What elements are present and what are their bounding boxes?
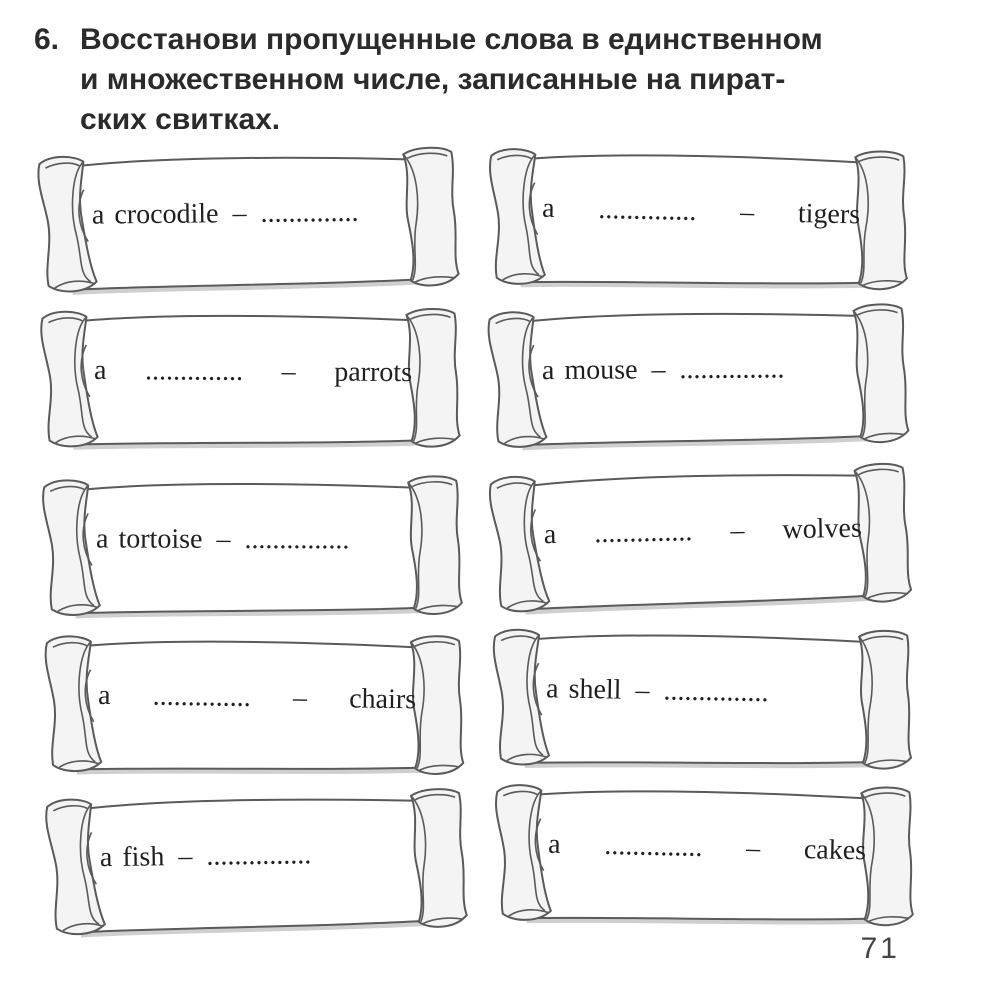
scroll-word-singular: mouse [564,354,638,386]
scroll-word-singular: tortoise [118,523,203,555]
scroll-article: a [91,199,105,231]
scroll-dash: – [651,354,666,386]
scroll-blank-singular[interactable]: .............. [152,680,252,713]
scroll-dash: – [745,832,761,865]
scroll-word-singular: crocodile [114,198,219,231]
scroll-dash: – [730,515,745,547]
task-heading [34,20,934,140]
scroll-word-plural: tigers [797,198,861,231]
scroll-blank-plural[interactable]: ............... [244,523,350,556]
scroll-word-plural: wolves [782,512,863,546]
scroll-text [543,503,862,562]
scroll-article: a [93,354,107,386]
scroll-card-8 [485,622,920,778]
task-line-2: и множественном числе, записанные на пират- [80,63,786,96]
scroll-card-1 [31,146,465,299]
scroll-card-2 [480,141,915,298]
scroll-word-singular: shell [568,673,622,706]
scroll-card-3 [33,304,466,455]
scroll-article: a [541,355,555,387]
page-number: 71 [860,932,900,965]
scroll-dash: – [232,198,247,230]
scroll-text [542,343,860,397]
scroll-blank-plural[interactable]: ............... [206,839,312,872]
task-line-3: ских свитках. [80,103,281,136]
scroll-card-10 [486,777,921,934]
scroll-dash: – [292,682,308,714]
scroll-word-plural: parrots [334,356,413,389]
scroll-card-7 [37,629,471,783]
scroll-card-4 [481,302,914,453]
scroll-card-9 [39,787,473,941]
scroll-article: a [547,828,561,860]
scroll-text [94,345,412,399]
scroll-blank-plural[interactable]: ............... [663,675,769,709]
task-number: 6. [34,23,60,56]
scroll-dash: – [739,196,755,229]
scroll-blank-singular[interactable]: .............. [594,516,693,550]
scroll-article: a [541,192,555,224]
scroll-blank-singular[interactable]: .............. [604,829,703,863]
scroll-word-singular: fish [122,841,165,873]
scroll-dash: – [178,840,193,873]
scroll-blank-singular[interactable]: .............. [144,355,244,387]
scroll-article: a [99,842,113,874]
scroll-article: a [97,679,111,711]
scroll-article: a [95,523,109,555]
scroll-blank-plural[interactable]: .............. [260,196,359,229]
scroll-article: a [545,673,559,705]
scroll-text [542,183,861,242]
scroll-text [100,828,419,884]
scroll-text [546,663,865,721]
scroll-dash: – [635,674,650,707]
task-line-1 [34,20,934,60]
scroll-card-5 [36,473,469,623]
scroll-text [98,670,417,726]
scroll-dash: – [216,523,231,555]
scroll-blank-singular[interactable]: .............. [598,193,697,227]
scroll-card-6 [482,461,917,618]
scroll-word-plural: cakes [803,834,867,867]
scroll-text [92,186,411,241]
scroll-article: a [543,519,557,551]
scroll-blank-plural[interactable]: ............... [679,353,785,386]
task-text-1: Восстанови пропущенные слова в единственном [80,23,823,56]
scroll-dash: – [281,356,296,388]
scroll-text [96,513,414,566]
scroll-text [548,819,867,878]
scroll-word-plural: chairs [349,683,417,716]
